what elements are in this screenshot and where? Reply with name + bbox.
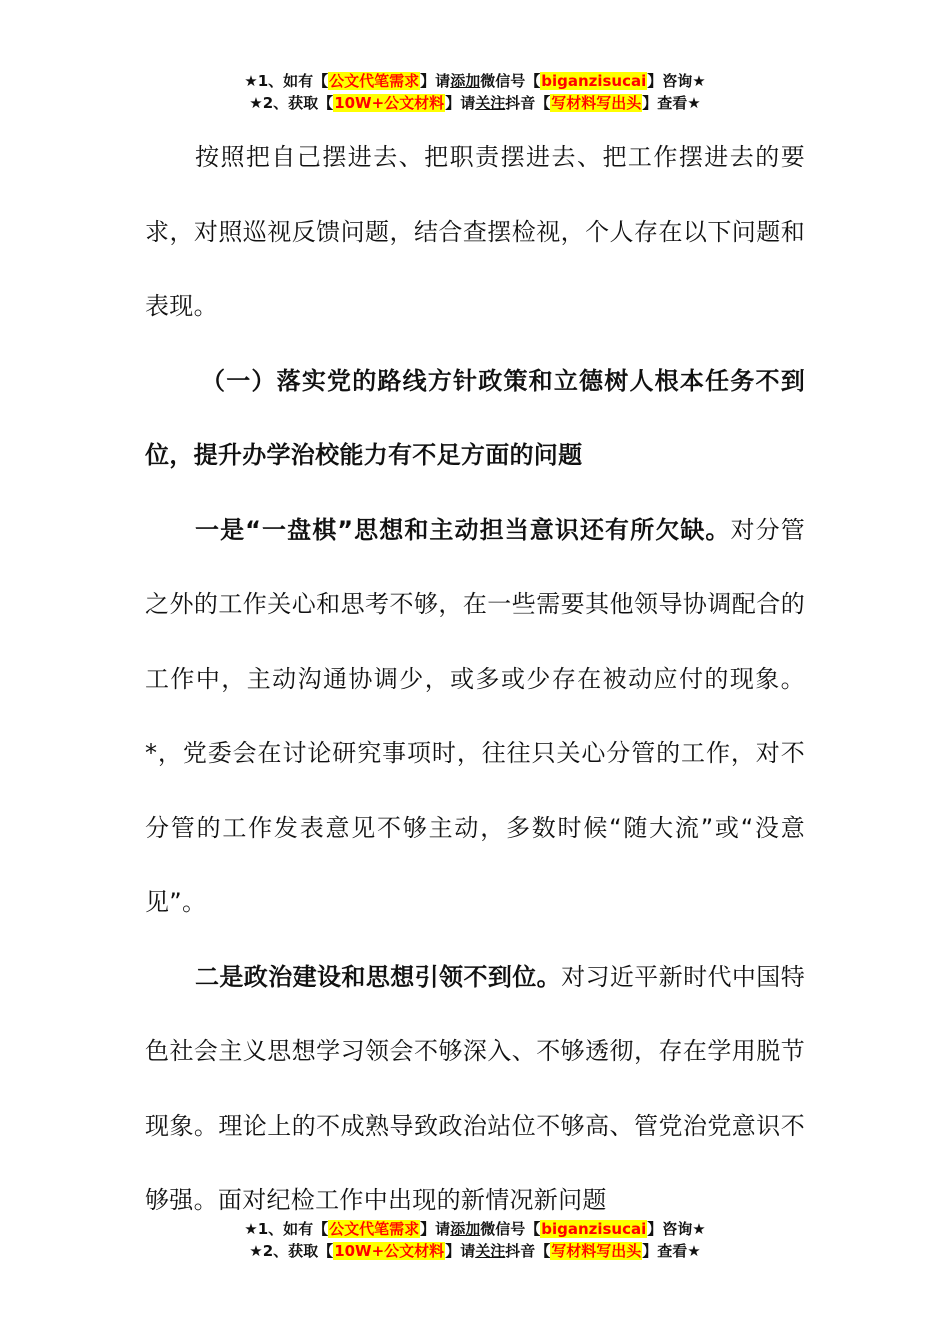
promo-banner-bottom [0, 1218, 950, 1262]
promo-line-2: ★2、获取【10W+公文材料】请关注抖音【写材料写出头】查看★ [249, 1242, 701, 1260]
promo-banner-top [0, 70, 950, 114]
promo-highlight: 公文代笔需求 [329, 72, 420, 90]
section-heading: （一）落实党的路线方针政策和立德树人根本任务不到位，提升办学治校能力有不足方面的问题 [145, 366, 805, 469]
document-body [145, 120, 805, 1238]
promo-highlight: 写材料写出头 [551, 1242, 642, 1260]
promo-highlight: 10W+公文材料 [334, 94, 445, 112]
item-lead: 二是政治建设和思想引领不到位。 [195, 962, 562, 991]
item-body: 对分管之外的工作关心和思考不够，在一些需要其他领导协调配合的工作中，主动沟通协调少，或多或少存在被动应付的现象。*，党委会在讨论研究事项时，往往只关心分管的工作，对不分管的工作发表意见不够主动，多数时候“随大流”或“没意见”。 [145, 515, 805, 916]
promo-highlight: 写材料写出头 [551, 94, 642, 112]
promo-line-2: ★2、获取【10W+公文材料】请关注抖音【写材料写出头】查看★ [249, 94, 701, 112]
promo-highlight: biganzisucai [541, 72, 647, 90]
intro-paragraph: 按照把自己摆进去、把职责摆进去、把工作摆进去的要求，对照巡视反馈问题，结合查摆检视，个人存在以下问题和表现。 [145, 143, 805, 320]
item-paragraph-1 [145, 493, 805, 940]
item-lead: 一是“一盘棋”思想和主动担当意识还有所欠缺。 [195, 515, 731, 544]
item-paragraph-2 [145, 940, 805, 1238]
promo-highlight: biganzisucai [541, 1220, 647, 1238]
promo-highlight: 10W+公文材料 [334, 1242, 445, 1260]
promo-highlight: 公文代笔需求 [329, 1220, 420, 1238]
item-body: 对习近平新时代中国特色社会主义思想学习领会不够深入、不够透彻，存在学用脱节现象。理论上的不成熟导致政治站位不够高、管党治党意识不够强。面对纪检工作中出现的新情况新问题 [145, 962, 805, 1214]
promo-line-1: ★1、如有【公文代笔需求】请添加微信号【biganzisucai】咨询★ [244, 1220, 706, 1238]
promo-line-1: ★1、如有【公文代笔需求】请添加微信号【biganzisucai】咨询★ [244, 72, 706, 90]
